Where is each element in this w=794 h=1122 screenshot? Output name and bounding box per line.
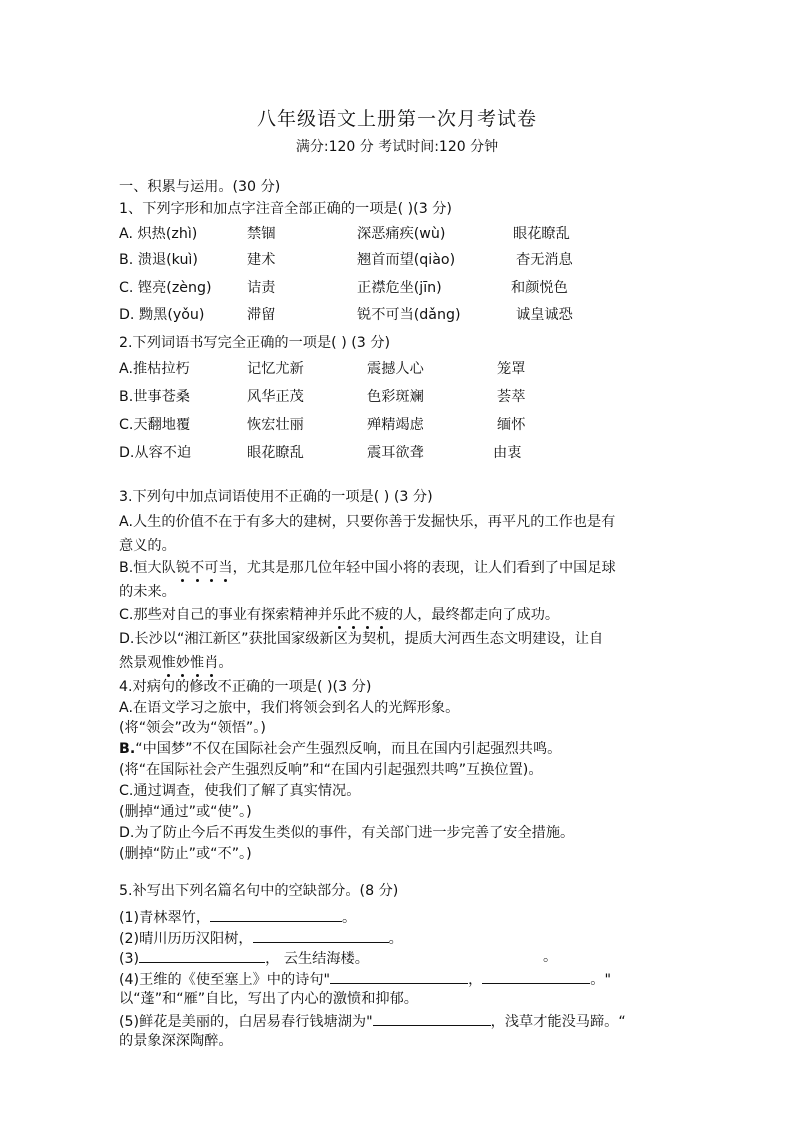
emphasis-char: 惟 bbox=[189, 655, 205, 671]
q5-item-4-end: 。" bbox=[590, 972, 611, 988]
emphasis-char: 不 bbox=[360, 607, 375, 623]
q4-option-c: C.通过调查，使我们了解了真实情况。 bbox=[119, 783, 361, 799]
q5-item-3-mid: ， 云生结海楼。 bbox=[265, 951, 369, 967]
q1-option-c-col3: 正襟危坐(jīn) bbox=[357, 280, 442, 296]
q5-item-4-cont: 以“蓬”和“雁”自比，写出了内心的激愤和抑郁。 bbox=[119, 991, 418, 1007]
q3-option-d-post: 。 bbox=[218, 655, 233, 671]
q4-option-d-fix: (删掉“防止”或“不”。) bbox=[119, 846, 252, 862]
q4-option-b-fix: (将“在国际社会产生强烈反响”和“在国内引起强烈共鸣”互换位置)。 bbox=[119, 762, 543, 778]
q3-option-a: A.人生的价值不在于有多大的建树，只要你善于发掘快乐，再平凡的工作也是有 bbox=[119, 514, 616, 530]
emphasis-char: 此 bbox=[346, 607, 361, 623]
q2-option-c-col1: C.天翻地覆 bbox=[119, 417, 191, 433]
q5-item-2-blank[interactable] bbox=[253, 928, 389, 943]
q3-option-a-cont: 意义的。 bbox=[119, 538, 176, 554]
q5-item-2-text: (2)晴川历历汉阳树， bbox=[119, 931, 253, 947]
q5-item-4-text: (4)王维的《使至塞上》中的诗句" bbox=[119, 972, 331, 988]
emphasis-char: 妙 bbox=[175, 655, 190, 671]
q3-option-c-dotted bbox=[332, 607, 389, 623]
q5-item-1-blank[interactable] bbox=[210, 907, 342, 922]
q2-option-a-col4: 笼罩 bbox=[497, 361, 526, 377]
question-3-stem: 3.下列句中加点词语使用不正确的一项是( ) (3 分) bbox=[119, 489, 433, 505]
q1-option-c-col4: 和颜悦色 bbox=[511, 280, 568, 296]
q1-option-a-col2: 禁锢 bbox=[247, 226, 276, 242]
q1-option-b-col1: B. 溃退(kuì) bbox=[119, 252, 198, 268]
q1-option-c-col1: C. 铿亮(zèng) bbox=[119, 280, 212, 296]
q2-option-c-col4: 缅怀 bbox=[497, 417, 526, 433]
q3-option-b bbox=[119, 559, 616, 577]
emphasis-char: 乐 bbox=[332, 607, 347, 623]
q2-option-a-col2: 记忆尤新 bbox=[247, 361, 304, 377]
q5-item-4-mid: ， bbox=[468, 972, 483, 988]
q2-option-c-col2: 恢宏壮丽 bbox=[247, 417, 304, 433]
question-4-stem: 4.对病句的修改不正确的一项是( )(3 分) bbox=[119, 679, 372, 695]
emphasis-char: 疲 bbox=[374, 607, 389, 623]
q5-item-5 bbox=[119, 1011, 626, 1031]
q3-option-b-post: ，尤其是那几位年轻中国小将的表现，让人们看到了中国足球 bbox=[232, 560, 616, 576]
q5-item-1-end: 。 bbox=[342, 910, 357, 926]
emphasis-char: 可 bbox=[204, 560, 219, 576]
q5-item-3-blank[interactable] bbox=[139, 948, 265, 963]
q1-option-d-col1: D. 黝黑(yǒu) bbox=[119, 307, 205, 323]
question-2-stem: 2.下列词语书写完全正确的一项是( ) (3 分) bbox=[119, 335, 391, 351]
q3-option-b-pre: B.恒大队 bbox=[119, 560, 176, 576]
q2-option-d-col2: 眼花瞭乱 bbox=[247, 445, 304, 461]
q5-item-2 bbox=[119, 928, 403, 948]
q2-option-b-col4: 荟萃 bbox=[497, 389, 526, 405]
emphasis-char: 不 bbox=[190, 560, 205, 576]
q1-option-d-col3: 锐不可当(dǎng) bbox=[357, 307, 461, 323]
q5-item-2-end: 。 bbox=[388, 931, 403, 947]
q5-item-3-end: 。 bbox=[543, 949, 558, 965]
q2-option-d-col3: 震耳欲聋 bbox=[367, 445, 424, 461]
q3-option-d-cont bbox=[119, 654, 233, 672]
q4-option-c-fix: (删掉“通过”或“使”。) bbox=[119, 804, 252, 820]
q5-item-4-blank-1[interactable] bbox=[330, 969, 468, 984]
q4-option-a: A.在语文学习之旅中，我们将领会到名人的光辉形象。 bbox=[119, 700, 460, 716]
emphasis-char: 当 bbox=[218, 560, 233, 576]
q3-option-c-post: 的人，最终都走向了成功。 bbox=[388, 607, 560, 623]
q5-item-3-text: (3) bbox=[119, 951, 140, 967]
q1-option-d-col4: 诚皇诚恐 bbox=[516, 307, 573, 323]
q5-item-5-text: (5)鲜花是美丽的，白居易春行钱塘湖为" bbox=[119, 1014, 373, 1030]
q5-item-1 bbox=[119, 907, 356, 927]
q2-option-b-col2: 风华正茂 bbox=[247, 389, 304, 405]
exam-info: 满分:120 分 考试时间:120 分钟 bbox=[295, 139, 499, 155]
emphasis-char: 锐 bbox=[175, 560, 191, 576]
question-1-stem: 1、下列字形和加点字注音全部正确的一项是( )(3 分) bbox=[119, 201, 452, 217]
q2-option-c-col3: 殚精竭虑 bbox=[367, 417, 424, 433]
q5-item-5-blank[interactable] bbox=[373, 1011, 491, 1026]
q4-option-d: D.为了防止今后不再发生类似的事件，有关部门进一步完善了安全措施。 bbox=[119, 825, 575, 841]
q2-option-d-col1: D.从容不迫 bbox=[119, 445, 192, 461]
q4-option-b bbox=[119, 740, 561, 758]
q4-option-a-fix: (将“领会”改为“领悟”。) bbox=[119, 720, 266, 736]
q5-item-4 bbox=[119, 969, 611, 989]
q3-option-b-cont: 的未来。 bbox=[119, 584, 176, 600]
q1-option-c-col2: 诘责 bbox=[247, 280, 276, 296]
q4-option-b-letter: B. bbox=[119, 741, 136, 757]
page-title: 八年级语文上册第一次月考试卷 bbox=[256, 108, 537, 130]
q3-option-d-dotted bbox=[162, 655, 219, 671]
q3-option-b-dotted bbox=[176, 560, 233, 576]
q3-option-d-pre: 然景观 bbox=[119, 655, 162, 671]
q2-option-a-col3: 震撼人心 bbox=[367, 361, 424, 377]
q2-option-b-col3: 色彩斑斓 bbox=[367, 389, 424, 405]
q1-option-a-col1: A. 炽热(zhì) bbox=[119, 226, 198, 242]
q1-option-a-col4: 眼花瞭乱 bbox=[513, 226, 570, 242]
section-heading: 一、积累与运用。(30 分) bbox=[119, 179, 281, 195]
q1-option-d-col2: 滞留 bbox=[247, 307, 276, 323]
q4-option-b-text: “中国梦”不仅在国际社会产生强烈反响，而且在国内引起强烈共鸣。 bbox=[135, 741, 562, 757]
question-5-stem: 5.补写出下列名篇名句中的空缺部分。(8 分) bbox=[119, 883, 399, 899]
q5-item-3 bbox=[119, 948, 369, 968]
q2-option-b-col1: B.世事苍桑 bbox=[119, 389, 190, 405]
q3-option-d: D.长沙以“湘江新区”获批国家级新区为契机，提质大河西生态文明建设，让自 bbox=[119, 631, 604, 647]
q1-option-a-col3: 深恶痛疾(wù) bbox=[357, 226, 446, 242]
q5-item-5-cont: 的景象深深陶醉。 bbox=[119, 1033, 233, 1049]
q1-option-b-col4: 杳无消息 bbox=[516, 252, 573, 268]
q5-item-5-end: ，浅草才能没马蹄。“ bbox=[490, 1014, 626, 1030]
q3-option-c-pre: C.那些对自己的事业有探索精神并 bbox=[119, 607, 333, 623]
emphasis-char: 惟 bbox=[161, 655, 176, 671]
q1-option-b-col2: 建术 bbox=[247, 252, 276, 268]
q2-option-d-col4: 由衷 bbox=[493, 445, 522, 461]
q5-item-4-blank-2[interactable] bbox=[482, 969, 590, 984]
q1-option-b-col3: 翘首而望(qiào) bbox=[357, 252, 456, 268]
emphasis-char: 肖 bbox=[204, 655, 219, 671]
q3-option-c bbox=[119, 606, 559, 624]
q5-item-1-text: (1)青林翠竹， bbox=[119, 910, 211, 926]
q2-option-a-col1: A.推枯拉朽 bbox=[119, 361, 190, 377]
